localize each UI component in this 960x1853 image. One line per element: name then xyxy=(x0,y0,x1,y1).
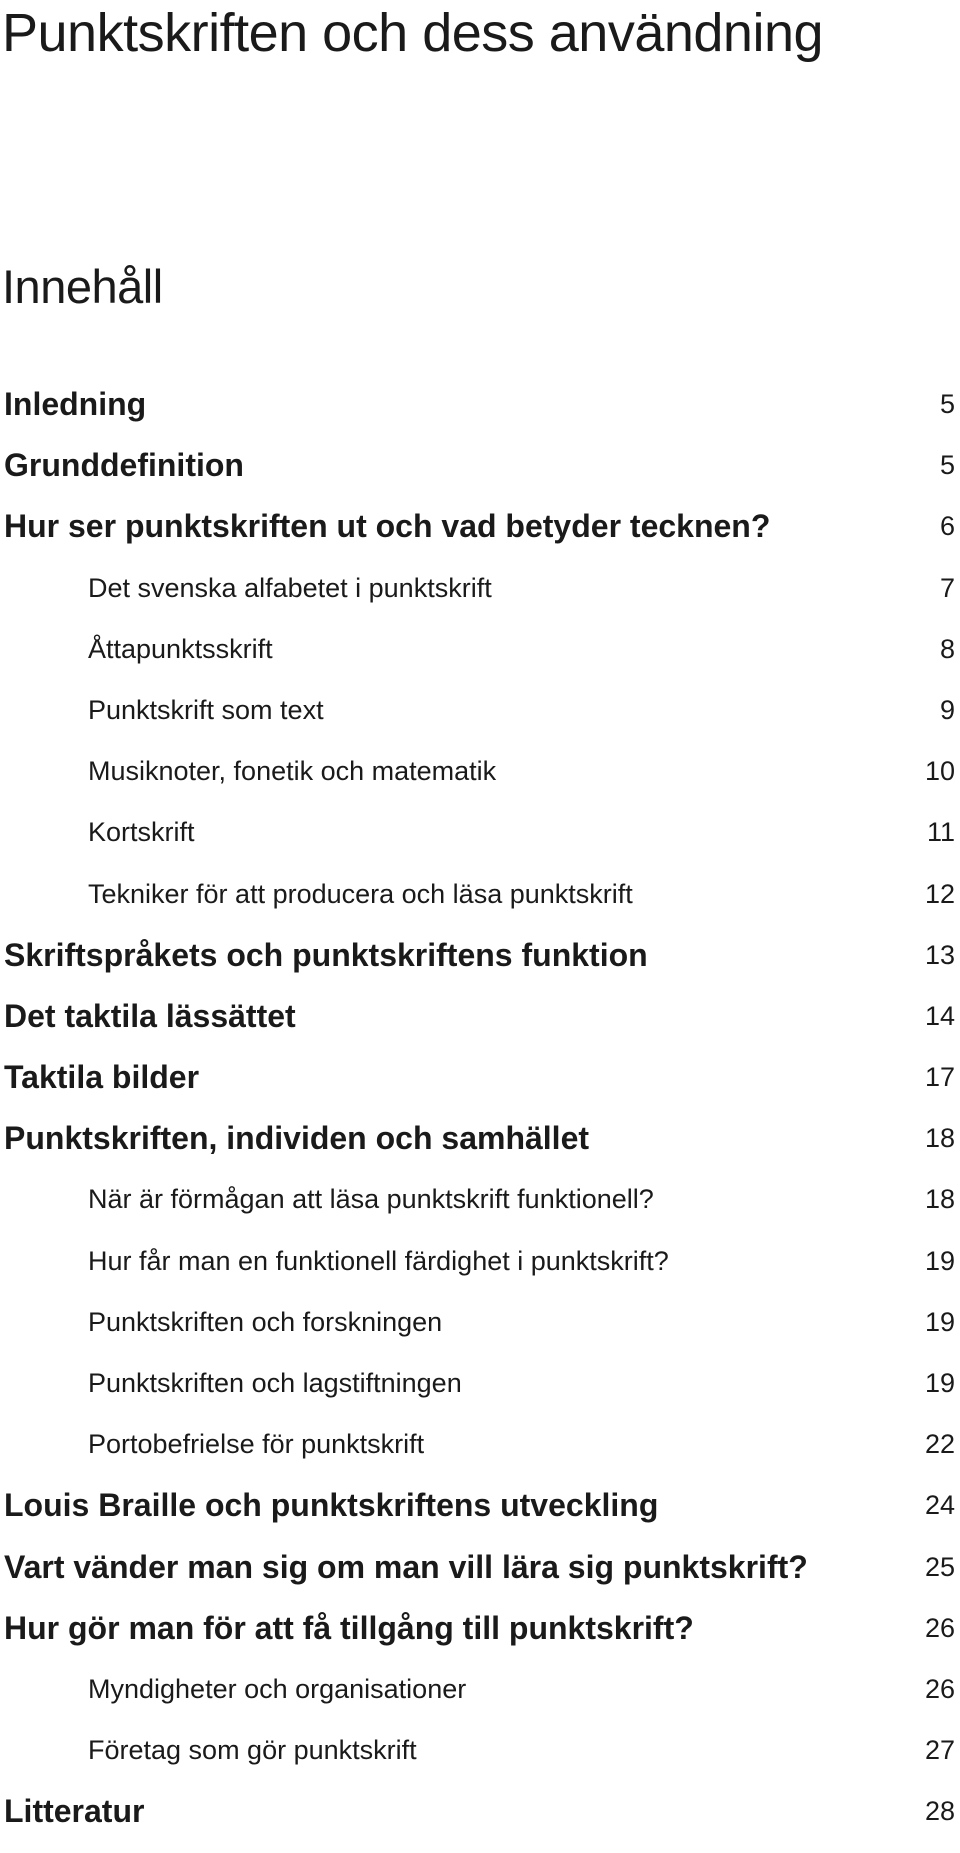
toc-entry-page-number: 14 xyxy=(924,1000,955,1031)
toc-chapter-entry xyxy=(0,1485,960,1546)
toc-entry-page-number: 28 xyxy=(924,1796,955,1827)
toc-entry-title: Musiknoter, fonetik och matematik xyxy=(88,756,497,787)
toc-entry-title: Det svenska alfabetet i punktskrift xyxy=(88,572,492,603)
toc-entry-page-number: 18 xyxy=(924,1123,955,1154)
toc-entry-page-number: 9 xyxy=(939,694,955,725)
toc-entry-title: Louis Braille och punktskriftens utveckling xyxy=(4,1487,659,1524)
toc-entry-title: När är förmågan att läsa punktskrift funktionell? xyxy=(88,1184,654,1215)
toc-entry-title: Vart vänder man sig om man vill lära sig punktskrift? xyxy=(4,1548,808,1585)
toc-entry-title: Punktskriften och lagstiftningen xyxy=(88,1368,462,1398)
toc-entry-title: Hur ser punktskriften ut och vad betyder tecknen? xyxy=(4,508,771,545)
toc-chapter-entry xyxy=(0,384,960,445)
toc-entry-title: Det taktila lässättet xyxy=(4,997,296,1034)
toc-chapter-entry xyxy=(0,1791,960,1852)
toc-entry-page-number: 25 xyxy=(924,1551,955,1582)
toc-chapter-entry xyxy=(0,1118,960,1179)
toc-entry-page-number: 13 xyxy=(924,939,955,970)
toc-entry-page-number: 26 xyxy=(924,1612,955,1643)
toc-chapter-entry xyxy=(0,506,960,567)
toc-entry-page-number: 12 xyxy=(924,878,955,909)
toc-entry-title: Myndigheter och organisationer xyxy=(88,1673,467,1704)
toc-entry-title: Grunddefinition xyxy=(4,447,244,484)
toc-entry-page-number: 17 xyxy=(924,1062,955,1093)
toc-entry-page-number: 10 xyxy=(924,756,955,787)
toc-section-entry xyxy=(0,629,960,690)
toc-entry-title: Skriftspråkets och punktskriftens funktion xyxy=(4,936,648,973)
toc-entry-title: Åttapunktsskrift xyxy=(88,633,273,664)
toc-entry-title: Tekniker för att producera och läsa punktskrift xyxy=(88,878,633,909)
toc-entry-page-number: 8 xyxy=(939,633,955,664)
toc-section-entry xyxy=(0,568,960,629)
toc-entry-page-number: 5 xyxy=(939,389,955,419)
toc-entry-page-number: 24 xyxy=(924,1490,955,1521)
toc-chapter-entry xyxy=(0,1547,960,1608)
toc-entry-page-number: 19 xyxy=(924,1306,955,1337)
toc-chapter-entry xyxy=(0,1057,960,1118)
toc-entry-title: Litteratur xyxy=(4,1793,145,1830)
toc-entry-page-number: 6 xyxy=(939,511,955,542)
toc-entry-page-number: 18 xyxy=(924,1184,955,1215)
toc-entry-title: Hur får man en funktionell färdighet i punktskrift? xyxy=(88,1245,669,1276)
toc-section-entry xyxy=(0,751,960,812)
toc-section-entry xyxy=(0,1363,960,1424)
toc-chapter-entry xyxy=(0,445,960,506)
toc-entry-title: Hur gör man för att få tillgång till punktskrift? xyxy=(4,1609,694,1646)
toc-entry-title: Inledning xyxy=(4,386,147,422)
toc-section-entry xyxy=(0,1302,960,1363)
toc-section-entry xyxy=(0,1669,960,1730)
toc-section-entry xyxy=(0,1424,960,1485)
toc-entry-page-number: 26 xyxy=(924,1673,955,1704)
toc-entry-title: Portobefrielse för punktskrift xyxy=(88,1429,425,1460)
toc-section-entry xyxy=(0,690,960,751)
toc-section-entry xyxy=(0,874,960,935)
toc-entry-page-number: 11 xyxy=(926,817,955,848)
toc-chapter-entry xyxy=(0,935,960,996)
toc-section-entry xyxy=(0,1241,960,1302)
toc-entry-page-number: 7 xyxy=(939,572,955,603)
toc-entry-title: Punktskrift som text xyxy=(88,694,324,725)
toc-entry-page-number: 27 xyxy=(924,1735,955,1766)
toc-entry-page-number: 19 xyxy=(924,1245,955,1276)
toc-chapter-entry xyxy=(0,1608,960,1669)
toc-heading: Innehåll xyxy=(2,260,163,313)
toc-entry-title: Kortskrift xyxy=(88,817,195,848)
toc-entry-title: Företag som gör punktskrift xyxy=(88,1735,417,1766)
toc-section-entry xyxy=(0,812,960,873)
toc-section-entry xyxy=(0,1730,960,1791)
table-of-contents xyxy=(0,384,960,1853)
toc-entry-page-number: 19 xyxy=(924,1368,955,1398)
toc-entry-title: Punktskriften och forskningen xyxy=(88,1306,443,1337)
toc-entry-page-number: 22 xyxy=(924,1429,955,1460)
toc-chapter-entry xyxy=(0,996,960,1057)
document-title: Punktskriften och dess användning xyxy=(2,3,824,63)
toc-entry-title: Punktskriften, individen och samhället xyxy=(4,1120,590,1157)
toc-entry-page-number: 5 xyxy=(939,450,955,481)
toc-entry-title: Taktila bilder xyxy=(4,1059,200,1096)
toc-section-entry xyxy=(0,1179,960,1240)
